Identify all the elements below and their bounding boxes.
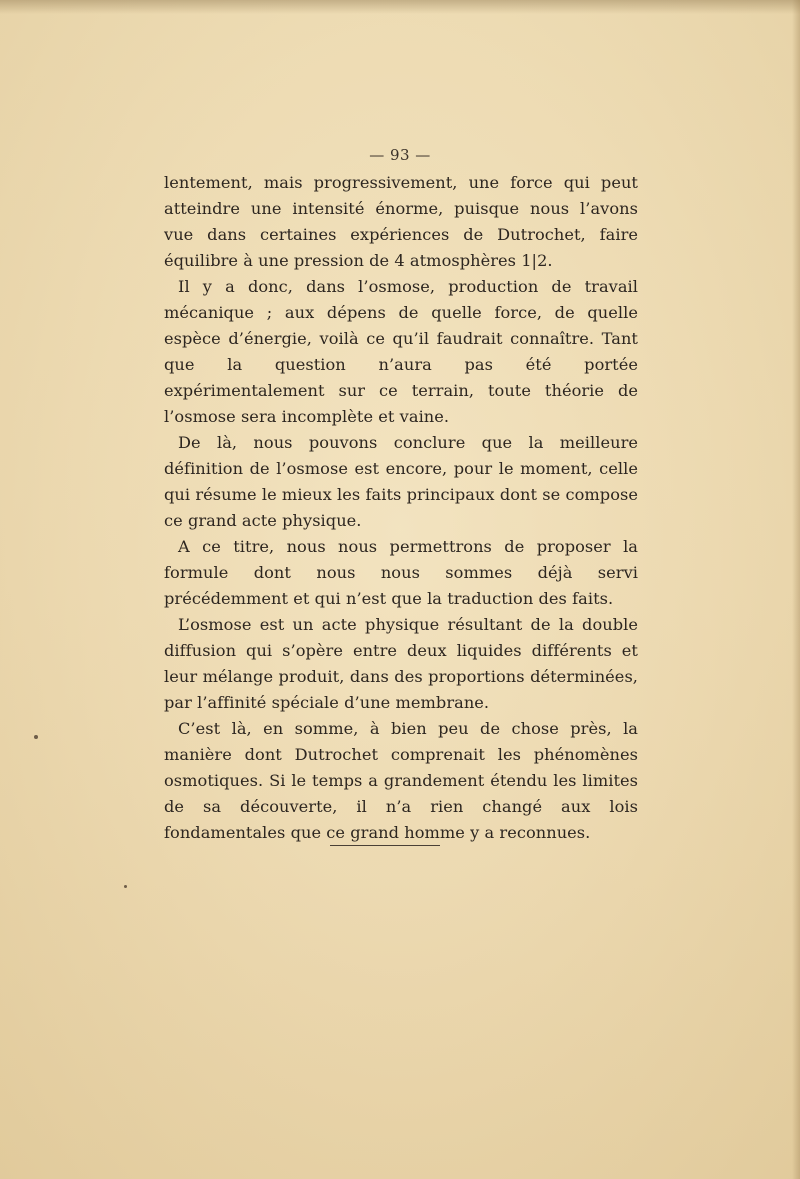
paper-speck xyxy=(34,735,38,739)
paragraph-6: C’est là, en somme, à bien peu de chose près, la manière dont Dutrochet comprenait les phénomènes osmotiques. Si le temps a grandement étendu les limites de sa découverte, il n’a rien changé aux lois fondamentales que ce grand homme y a reconnues. xyxy=(164,719,638,842)
body-text xyxy=(164,170,638,846)
right-edge-shadow xyxy=(792,0,800,1179)
paper-speck xyxy=(124,885,127,888)
paragraph-4: A ce titre, nous nous permettrons de proposer la formule dont nous nous sommes déjà servi précédemment et qui n’est que la traduction des faits. xyxy=(164,537,638,608)
paragraph-3: De là, nous pouvons conclure que la meilleure définition de l’osmose est encore, pour le moment, celle qui résume le mieux les faits principaux dont se compose ce grand acte physique. xyxy=(164,433,638,530)
paragraph-2: Il y a donc, dans l’osmose, production de travail mécanique ; aux dépens de quelle force, de quelle espèce d’énergie, voilà ce qu’il faudrait connaître. Tant que la question n’aura pas été portée expérimentalement sur ce terrain, toute théorie de l’osmose sera incomplète et vaine. xyxy=(164,277,638,426)
paragraph-5: L’osmose est un acte physique résultant de la double diffusion qui s’opère entre deux liquides différents et leur mélange produit, dans des proportions déterminées, par l’affinité spéciale d’une membrane. xyxy=(164,615,638,712)
paragraph-1: lentement, mais progressivement, une force qui peut atteindre une intensité énorme, puisque nous l’avons vue dans certaines expériences de Dutrochet, faire équilibre à une pression de 4 atmosphères 1|2. xyxy=(164,173,638,270)
end-rule xyxy=(330,845,440,846)
top-edge-shadow xyxy=(0,0,800,14)
page-number: — 93 — xyxy=(369,146,431,164)
